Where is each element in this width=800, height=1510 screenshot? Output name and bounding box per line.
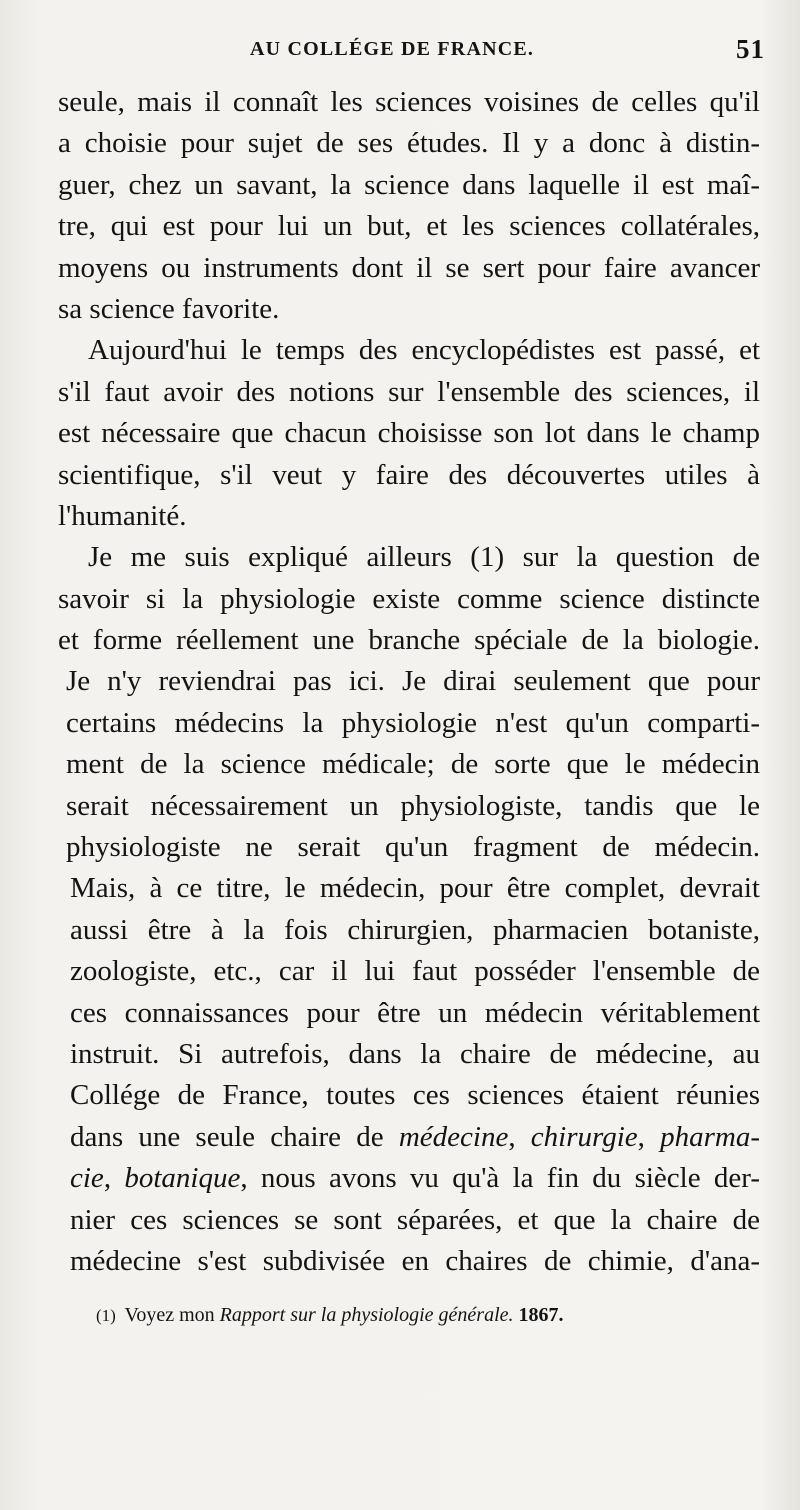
- page-header: [60, 34, 765, 70]
- text-line-italic-terms: [58, 1158, 760, 1199]
- text-line: guer, chez un savant, la science dans laquelle il est maî-: [58, 168, 760, 201]
- text-line: Collége de France, toutes ces sciences étaient réunies: [70, 1079, 760, 1112]
- text-line: seule, mais il connaît les sciences voisines de celles qu'il: [58, 86, 760, 118]
- text-line: ment de la science médicale; de sorte que le médecin: [66, 748, 760, 781]
- italic-term: médecine: [398, 1120, 509, 1153]
- text-line: physiologiste ne serait qu'un fragment de médecin.: [66, 831, 760, 864]
- text-line: certains médecins la physiologie n'est qu'un comparti-: [66, 706, 760, 739]
- text-line: aussi être à la fois chirurgien, pharmacien botaniste,: [70, 913, 760, 946]
- text-line: scientifique, s'il veut y faire des découvertes utiles à: [58, 458, 760, 491]
- text-run: ,: [103, 1162, 125, 1195]
- text-run: , nous avons vu qu'à la fin du siècle der-: [240, 1162, 760, 1195]
- text-line: a choisie pour sujet de ses études. Il y a donc à distin-: [58, 127, 760, 160]
- footnote: [96, 1304, 756, 1327]
- body-text: [58, 82, 760, 1282]
- text-line: instruit. Si autrefois, dans la chaire de médecine, au: [70, 1037, 760, 1070]
- footnote-marker: (1): [96, 1306, 116, 1325]
- text-line: zoologiste, etc., car il lui faut posséder l'ensemble de: [70, 955, 760, 988]
- text-line: et forme réellement une branche spéciale de la biologie.: [58, 624, 760, 657]
- text-line: sa science favorite.: [58, 292, 280, 325]
- text-line: serait nécessairement un physiologiste, tandis que le: [66, 789, 760, 822]
- text-run: ,: [637, 1120, 661, 1153]
- text-line: s'il faut avoir des notions sur l'ensemble des sciences, il: [58, 375, 760, 408]
- text-line: Aujourd'hui le temps des encyclopédistes est passé, et: [88, 334, 760, 367]
- italic-term: pharma-: [660, 1120, 760, 1153]
- footnote-text: Voyez mon: [124, 1304, 220, 1326]
- text-line: Mais, à ce titre, le médecin, pour être complet, devrait: [70, 872, 760, 905]
- page-number: 51: [736, 34, 765, 64]
- text-line: Je me suis expliqué ailleurs (1) sur la question de: [88, 541, 760, 574]
- text-line: Je n'y reviendrai pas ici. Je dirai seulement que pour: [66, 665, 760, 698]
- text-line-italic-terms: [58, 1117, 760, 1158]
- text-line: moyens ou instruments dont il se sert pour faire avancer: [58, 251, 760, 284]
- text-line: tre, qui est pour lui un but, et les sciences collatérales,: [58, 210, 760, 243]
- italic-term: cie: [70, 1162, 104, 1195]
- text-line: l'humanité.: [58, 499, 187, 532]
- running-head: AU COLLÉGE DE FRANCE.: [250, 38, 535, 60]
- text-line: savoir si la physiologie existe comme science distincte: [58, 582, 760, 615]
- text-run: dans une seule chaire de: [70, 1120, 399, 1153]
- text-line: est nécessaire que chacun choisisse son lot dans le champ: [58, 417, 760, 450]
- text-line: ces connaissances pour être un médecin véritablement: [70, 996, 760, 1029]
- text-line: nier ces sciences se sont séparées, et que la chaire de: [70, 1203, 760, 1236]
- text-line: médecine s'est subdivisée en chaires de chimie, d'ana-: [70, 1244, 760, 1277]
- italic-term: chirurgie: [530, 1120, 638, 1153]
- text-run: ,: [508, 1120, 531, 1153]
- footnote-title: Rapport sur la physiologie générale.: [219, 1304, 514, 1326]
- footnote-year: 1867.: [518, 1304, 564, 1326]
- italic-term: botanique: [124, 1162, 241, 1195]
